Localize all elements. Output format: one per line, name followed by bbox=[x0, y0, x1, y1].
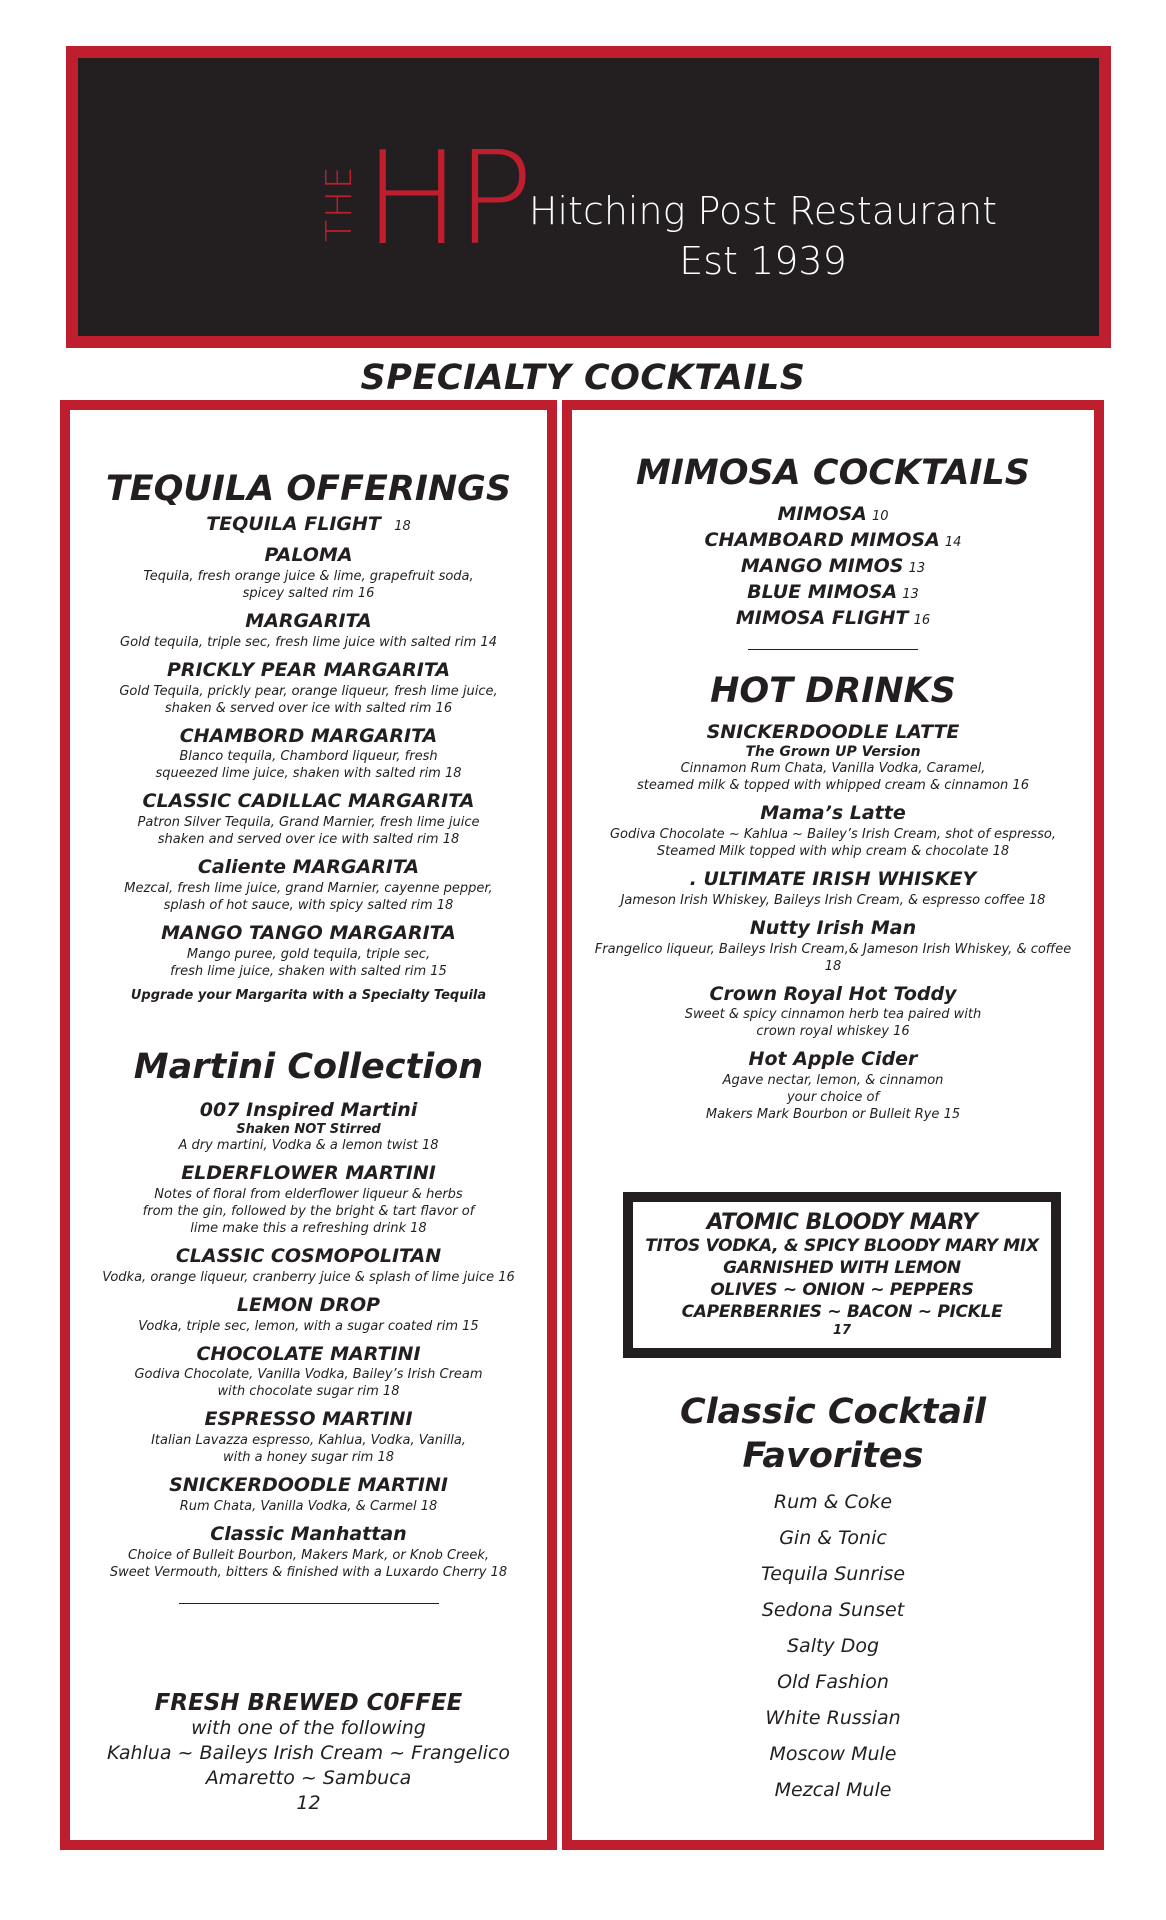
item-name: Nutty Irish Man bbox=[749, 916, 917, 939]
item-name: . ULTIMATE IRISH WHISKEY bbox=[689, 868, 977, 890]
menu-item bbox=[572, 917, 1094, 975]
martini-section bbox=[70, 1048, 547, 1604]
right-column bbox=[562, 400, 1104, 1850]
item-desc: Mango puree, gold tequila, triple sec, fresh lime juice, shaken with salted rim 15 bbox=[170, 946, 447, 979]
classic-item: Old Fashion bbox=[777, 1671, 889, 1693]
mimosa-title: MIMOSA COCKTAILS bbox=[636, 453, 1030, 493]
item-desc: Gold Tequila, prickly pear, orange liqueur, fresh lime juice, shaken & served over ice with salted rim 16 bbox=[119, 683, 498, 716]
coffee-title: FRESH BREWED C0FFEE bbox=[154, 1690, 463, 1716]
bloody-mary-price: 17 bbox=[832, 1323, 852, 1338]
menu-item-snickerdoodle-latte bbox=[572, 721, 1094, 795]
item-name: Hot Apple Cider bbox=[748, 1048, 918, 1071]
bloody-mary-box bbox=[623, 1192, 1061, 1358]
item-subtitle: The Grown UP Version bbox=[745, 744, 921, 761]
hot-drinks-section bbox=[572, 672, 1094, 1131]
item-price: 16 bbox=[913, 612, 931, 628]
menu-item-tequila-flight bbox=[70, 513, 547, 537]
coffee-price: 12 bbox=[296, 1792, 321, 1814]
menu-item bbox=[572, 868, 1094, 909]
mimosa-item bbox=[572, 607, 1094, 633]
restaurant-name bbox=[518, 186, 1008, 286]
mimosa-item bbox=[572, 503, 1094, 529]
item-desc: Blanco tequila, Chambord liqueur, fresh squeezed lime juice, shaken with salted rim 18 bbox=[155, 749, 462, 782]
menu-item bbox=[70, 1294, 547, 1335]
item-desc: Mezcal, fresh lime juice, grand Marnier, cayenne pepper, splash of hot sauce, with spicy salted rim 18 bbox=[124, 880, 493, 913]
classic-title-line2: Favorites bbox=[742, 1436, 924, 1476]
item-name: PALOMA bbox=[264, 544, 353, 567]
classic-item: Salty Dog bbox=[786, 1635, 880, 1657]
item-name: Mama’s Latte bbox=[760, 802, 906, 825]
divider bbox=[179, 1603, 439, 1604]
item-price: 13 bbox=[908, 560, 926, 576]
item-desc: Vodka, orange liqueur, cranberry juice & splash of lime juice 16 bbox=[102, 1269, 515, 1285]
tequila-section bbox=[70, 470, 547, 1003]
item-desc: Notes of floral from elderflower liqueur & herbs from the gin, followed by the bright & tart flavor of lime make this a refreshing drink 18 bbox=[142, 1187, 475, 1236]
menu-item-007-martini bbox=[70, 1099, 547, 1155]
item-desc: Agave nectar, lemon, & cinnamon your choice of Makers Mark Bourbon or Bulleit Rye 15 bbox=[705, 1073, 961, 1122]
item-desc: Gold tequila, triple sec, fresh lime juice with salted rim 14 bbox=[120, 634, 497, 650]
logo-the: THE bbox=[319, 164, 360, 242]
coffee-line: Kahlua ~ Baileys Irish Cream ~ Frangelico bbox=[107, 1742, 510, 1764]
item-subtitle: Shaken NOT Stirred bbox=[236, 1122, 381, 1138]
item-desc: Tequila, fresh orange juice & lime, grapefruit soda, spicey salted rim 16 bbox=[143, 569, 474, 601]
classic-item: Mezcal Mule bbox=[774, 1779, 892, 1801]
restaurant-name-line1: Hitching Post Restaurant bbox=[528, 189, 998, 233]
menu-item bbox=[572, 983, 1094, 1041]
menu-item bbox=[572, 1048, 1094, 1123]
item-name: CHOCOLATE MARTINI bbox=[196, 1342, 421, 1365]
classic-list bbox=[572, 1484, 1094, 1808]
item-name: Classic Manhattan bbox=[210, 1522, 407, 1545]
item-desc: A dry martini, Vodka & a lemon twist 18 bbox=[178, 1138, 439, 1154]
tequila-list bbox=[70, 544, 547, 979]
menu-item bbox=[70, 790, 547, 848]
item-name: MANGO MIMOS bbox=[740, 554, 904, 577]
item-name: CLASSIC COSMOPOLITAN bbox=[175, 1245, 442, 1267]
item-desc: Italian Lavazza espresso, Kahlua, Vodka, Vanilla, with a honey sugar rim 18 bbox=[151, 1433, 466, 1465]
page-title: SPECIALTY COCKTAILS bbox=[360, 358, 806, 398]
item-name: CLASSIC CADILLAC MARGARITA bbox=[142, 790, 475, 813]
bloody-mary-line: OLIVES ~ ONION ~ PEPPERS bbox=[710, 1280, 974, 1300]
tequila-title: TEQUILA OFFERINGS bbox=[105, 469, 512, 509]
menu-item bbox=[70, 856, 547, 914]
classic-item: White Russian bbox=[765, 1707, 901, 1729]
restaurant-established: Est 1939 bbox=[679, 239, 847, 283]
menu-item bbox=[70, 1162, 547, 1237]
menu-item bbox=[572, 802, 1094, 860]
item-name: BLUE MIMOSA bbox=[747, 580, 898, 603]
menu-item bbox=[70, 659, 547, 717]
item-desc: Godiva Chocolate, Vanilla Vodka, Bailey’s Irish Cream with chocolate sugar rim 18 bbox=[134, 1367, 483, 1400]
item-name: 007 Inspired Martini bbox=[199, 1098, 418, 1121]
upgrade-note: Upgrade your Margarita with a Specialty Tequila bbox=[130, 987, 487, 1003]
item-name: MANGO TANGO MARGARITA bbox=[161, 921, 456, 944]
bloody-mary-line: CAPERBERRIES ~ BACON ~ PICKLE bbox=[681, 1302, 1003, 1322]
item-name: ESPRESSO MARTINI bbox=[204, 1408, 413, 1431]
item-name: CHAMBOARD MIMOSA bbox=[704, 528, 940, 551]
bloody-mary-line: TITOS VODKA, & SPICY BLOODY MARY MIX bbox=[645, 1236, 1039, 1256]
item-name: Caliente MARGARITA bbox=[197, 856, 420, 878]
item-name: LEMON DROP bbox=[236, 1293, 381, 1316]
classic-item: Moscow Mule bbox=[769, 1743, 897, 1765]
item-price: 14 bbox=[944, 534, 962, 550]
classic-item: Tequila Sunrise bbox=[760, 1563, 906, 1585]
mimosa-item bbox=[572, 529, 1094, 555]
menu-item bbox=[70, 1245, 547, 1286]
mimosa-section bbox=[572, 454, 1094, 650]
classic-section bbox=[572, 1390, 1094, 1808]
classic-item: Gin & Tonic bbox=[779, 1527, 887, 1549]
item-name: SNICKERDOODLE LATTE bbox=[706, 720, 960, 743]
bloody-mary-line: GARNISHED WITH LEMON bbox=[723, 1258, 961, 1278]
coffee-section bbox=[70, 1690, 547, 1816]
menu-item bbox=[70, 1343, 547, 1401]
item-price: 18 bbox=[394, 518, 411, 534]
item-name: TEQUILA FLIGHT bbox=[206, 512, 381, 535]
item-desc: Rum Chata, Vanilla Vodka, & Carmel 18 bbox=[179, 1498, 438, 1514]
item-name: SNICKERDOODLE MARTINI bbox=[169, 1474, 448, 1496]
bloody-mary-title: ATOMIC BLOODY MARY bbox=[706, 1210, 978, 1235]
classic-title-line1: Classic Cocktail bbox=[680, 1392, 986, 1432]
hot-drinks-title: HOT DRINKS bbox=[710, 671, 956, 711]
item-price: 13 bbox=[902, 586, 919, 602]
coffee-line: Amaretto ~ Sambuca bbox=[205, 1767, 412, 1789]
menu-item bbox=[70, 922, 547, 980]
item-name: MIMOSA FLIGHT bbox=[735, 606, 909, 629]
item-desc: Frangelico liqueur, Baileys Irish Cream,& Jameson Irish Whiskey, & coffee 18 bbox=[594, 941, 1072, 974]
item-desc: Choice of Bulleit Bourbon, Makers Mark, or Knob Creek, Sweet Vermouth, bitters & finished with a Luxardo Cherry 18 bbox=[109, 1547, 508, 1580]
menu-item bbox=[70, 544, 547, 602]
classic-item: Sedona Sunset bbox=[761, 1599, 905, 1621]
menu-item bbox=[70, 1408, 547, 1466]
left-column bbox=[60, 400, 557, 1850]
item-desc: Jameson Irish Whiskey, Baileys Irish Cream, & espresso coffee 18 bbox=[620, 892, 1046, 908]
item-name: MARGARITA bbox=[245, 610, 372, 632]
classic-item: Rum & Coke bbox=[773, 1491, 893, 1513]
item-name: PRICKLY PEAR MARGARITA bbox=[166, 658, 451, 681]
mimosa-item bbox=[572, 581, 1094, 607]
item-price: 10 bbox=[871, 508, 889, 524]
item-name: Crown Royal Hot Toddy bbox=[709, 982, 957, 1005]
coffee-line: with one of the following bbox=[191, 1717, 426, 1739]
martini-title: Martini Collection bbox=[133, 1047, 484, 1087]
item-desc: Cinnamon Rum Chata, Vanilla Vodka, Caramel, steamed milk & topped with whipped cream & cinnamon 16 bbox=[637, 761, 1029, 794]
mimosa-item bbox=[572, 555, 1094, 581]
item-desc: Vodka, triple sec, lemon, with a sugar coated rim 15 bbox=[138, 1318, 479, 1334]
logo-hp: HP bbox=[364, 125, 530, 274]
header-banner bbox=[66, 46, 1111, 348]
item-desc: Patron Silver Tequila, Grand Marnier, fresh lime juice shaken and served over ice with salted rim 18 bbox=[137, 815, 480, 847]
item-name: MIMOSA bbox=[777, 502, 867, 525]
mimosa-list bbox=[572, 503, 1094, 633]
item-name: CHAMBORD MARGARITA bbox=[179, 724, 438, 747]
menu-item bbox=[70, 1474, 547, 1515]
menu-item bbox=[70, 1523, 547, 1581]
martini-list bbox=[70, 1162, 547, 1580]
item-desc: Sweet & spicy cinnamon herb tea paired with crown royal whiskey 16 bbox=[684, 1007, 982, 1040]
hot-drinks-list bbox=[572, 802, 1094, 1123]
divider bbox=[748, 649, 918, 650]
menu-item bbox=[70, 610, 547, 651]
item-desc: Godiva Chocolate ~ Kahlua ~ Bailey’s Irish Cream, shot of espresso, Steamed Milk topped with whip cream & chocolate 18 bbox=[609, 827, 1057, 859]
menu-item bbox=[70, 725, 547, 783]
item-name: ELDERFLOWER MARTINI bbox=[181, 1162, 436, 1185]
